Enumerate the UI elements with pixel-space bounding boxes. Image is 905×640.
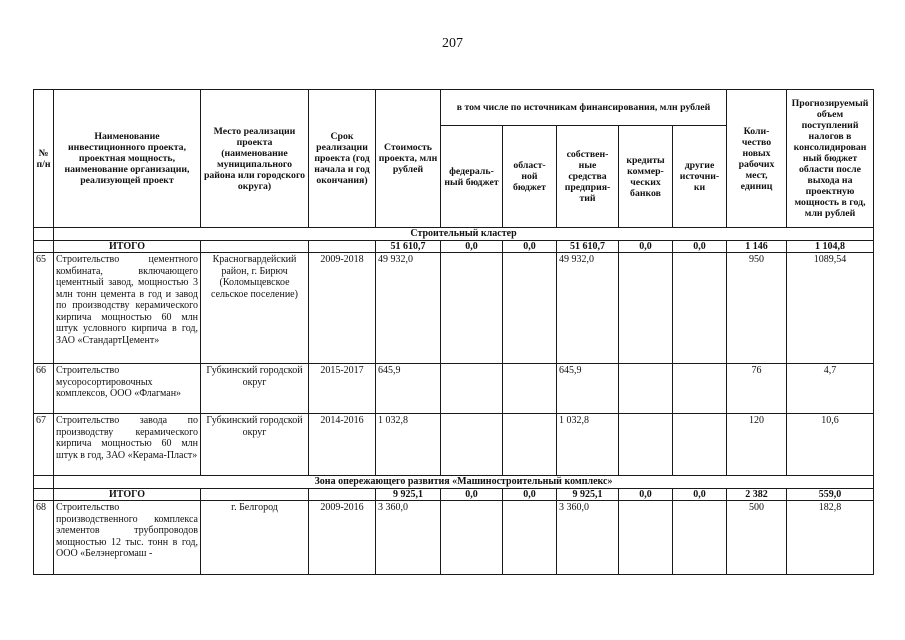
- total-own: 9 925,1: [557, 488, 619, 501]
- row-num: 66: [34, 364, 54, 414]
- row-cost: 3 360,0: [376, 501, 441, 575]
- row-cost: 645,9: [376, 364, 441, 414]
- row-regional: [503, 414, 557, 476]
- row-project-name: Строительство завода по производству керамического кирпича мощностью 60 млн штук в год, ЗАО «Керама-Пласт»: [54, 414, 201, 476]
- row-taxes: 182,8: [787, 501, 874, 575]
- row-place: Губкинский городской округ: [201, 414, 309, 476]
- total-cost: 9 925,1: [376, 488, 441, 501]
- row-federal: [441, 253, 503, 364]
- header-regional: област- ной бюджет: [503, 126, 557, 228]
- row-regional: [503, 253, 557, 364]
- total-own: 51 610,7: [557, 240, 619, 253]
- row-place: г. Белгород: [201, 501, 309, 575]
- header-cost: Стоимость проекта, млн рублей: [376, 90, 441, 228]
- total-label: ИТОГО: [54, 488, 201, 501]
- total-taxes: 1 104,8: [787, 240, 874, 253]
- header-project-name: Наименование инвестиционного проекта, проектная мощность, наименование организации, реализующей проект: [54, 90, 201, 228]
- row-other: [673, 253, 727, 364]
- row-federal: [441, 501, 503, 575]
- section-title-row: [34, 476, 874, 489]
- section-title: Зона опережающего развития «Машиностроительный комплекс»: [54, 476, 874, 489]
- total-jobs: 1 146: [727, 240, 787, 253]
- row-other: [673, 364, 727, 414]
- total-credits: 0,0: [619, 488, 673, 501]
- total-other: 0,0: [673, 488, 727, 501]
- table-row: [34, 501, 874, 575]
- row-own: 645,9: [557, 364, 619, 414]
- row-credits: [619, 253, 673, 364]
- row-taxes: 4,7: [787, 364, 874, 414]
- header-term: Срок реализации проекта (год начала и год окончания): [309, 90, 376, 228]
- row-own: 1 032,8: [557, 414, 619, 476]
- table-row: [34, 253, 874, 364]
- row-regional: [503, 364, 557, 414]
- row-own: 49 932,0: [557, 253, 619, 364]
- row-term: 2014-2016: [309, 414, 376, 476]
- row-other: [673, 414, 727, 476]
- header-other: другие источни- ки: [673, 126, 727, 228]
- header-num: № п/н: [34, 90, 54, 228]
- row-jobs: 76: [727, 364, 787, 414]
- row-other: [673, 501, 727, 575]
- row-jobs: 950: [727, 253, 787, 364]
- header-federal: федераль- ный бюджет: [441, 126, 503, 228]
- row-credits: [619, 501, 673, 575]
- header-place: Место реализации проекта (наименование муниципального района или городского округа): [201, 90, 309, 228]
- row-cost: 49 932,0: [376, 253, 441, 364]
- total-label: ИТОГО: [54, 240, 201, 253]
- total-federal: 0,0: [441, 488, 503, 501]
- total-row: [34, 488, 874, 501]
- header-jobs: Коли- чество новых рабочих мест, единиц: [727, 90, 787, 228]
- header-credits: кредиты коммер- ческих банков: [619, 126, 673, 228]
- row-project-name: Строительство производственного комплекса элементов трубопроводов мощностью 12 тыс. тонн в год, ООО «Белэнергомаш -: [54, 501, 201, 575]
- row-credits: [619, 414, 673, 476]
- page-number: 207: [442, 36, 463, 51]
- row-taxes: 10,6: [787, 414, 874, 476]
- row-term: 2015-2017: [309, 364, 376, 414]
- row-credits: [619, 364, 673, 414]
- row-federal: [441, 414, 503, 476]
- total-regional: 0,0: [503, 488, 557, 501]
- row-num: 65: [34, 253, 54, 364]
- total-other: 0,0: [673, 240, 727, 253]
- table-row: [34, 364, 874, 414]
- section-title-row: [34, 228, 874, 241]
- total-jobs: 2 382: [727, 488, 787, 501]
- table-row: [34, 414, 874, 476]
- row-taxes: 1089,54: [787, 253, 874, 364]
- row-place: Губкинский городской округ: [201, 364, 309, 414]
- header-sources-group: в том числе по источникам финансирования, млн рублей: [441, 90, 727, 126]
- section-title: Строительный кластер: [54, 228, 874, 241]
- total-taxes: 559,0: [787, 488, 874, 501]
- row-jobs: 500: [727, 501, 787, 575]
- row-place: Красногвардейский район, г. Бирюч (Коломыцевское сельское поселение): [201, 253, 309, 364]
- investment-projects-table: [33, 89, 874, 575]
- row-federal: [441, 364, 503, 414]
- header-own: собствен- ные средства предприя- тий: [557, 126, 619, 228]
- row-jobs: 120: [727, 414, 787, 476]
- total-regional: 0,0: [503, 240, 557, 253]
- row-project-name: Строительство цементного комбината, включающего цементный завод, мощностью 3 млн тонн цемента в год и завод по производству керамического кирпича мощностью 60 млн штук условного кирпича в год, ЗАО «СтандартЦемент»: [54, 253, 201, 364]
- row-regional: [503, 501, 557, 575]
- total-credits: 0,0: [619, 240, 673, 253]
- header-taxes: Прогнозируемый объем поступлений налогов в консолидирован ный бюджет области после выхода на проектную мощность в год, млн рублей: [787, 90, 874, 228]
- row-project-name: Строительство мусоросортировочных комплексов, ООО «Флагман»: [54, 364, 201, 414]
- row-term: 2009-2018: [309, 253, 376, 364]
- total-federal: 0,0: [441, 240, 503, 253]
- row-own: 3 360,0: [557, 501, 619, 575]
- row-term: 2009-2016: [309, 501, 376, 575]
- total-cost: 51 610,7: [376, 240, 441, 253]
- total-row: [34, 240, 874, 253]
- row-cost: 1 032,8: [376, 414, 441, 476]
- row-num: 68: [34, 501, 54, 575]
- row-num: 67: [34, 414, 54, 476]
